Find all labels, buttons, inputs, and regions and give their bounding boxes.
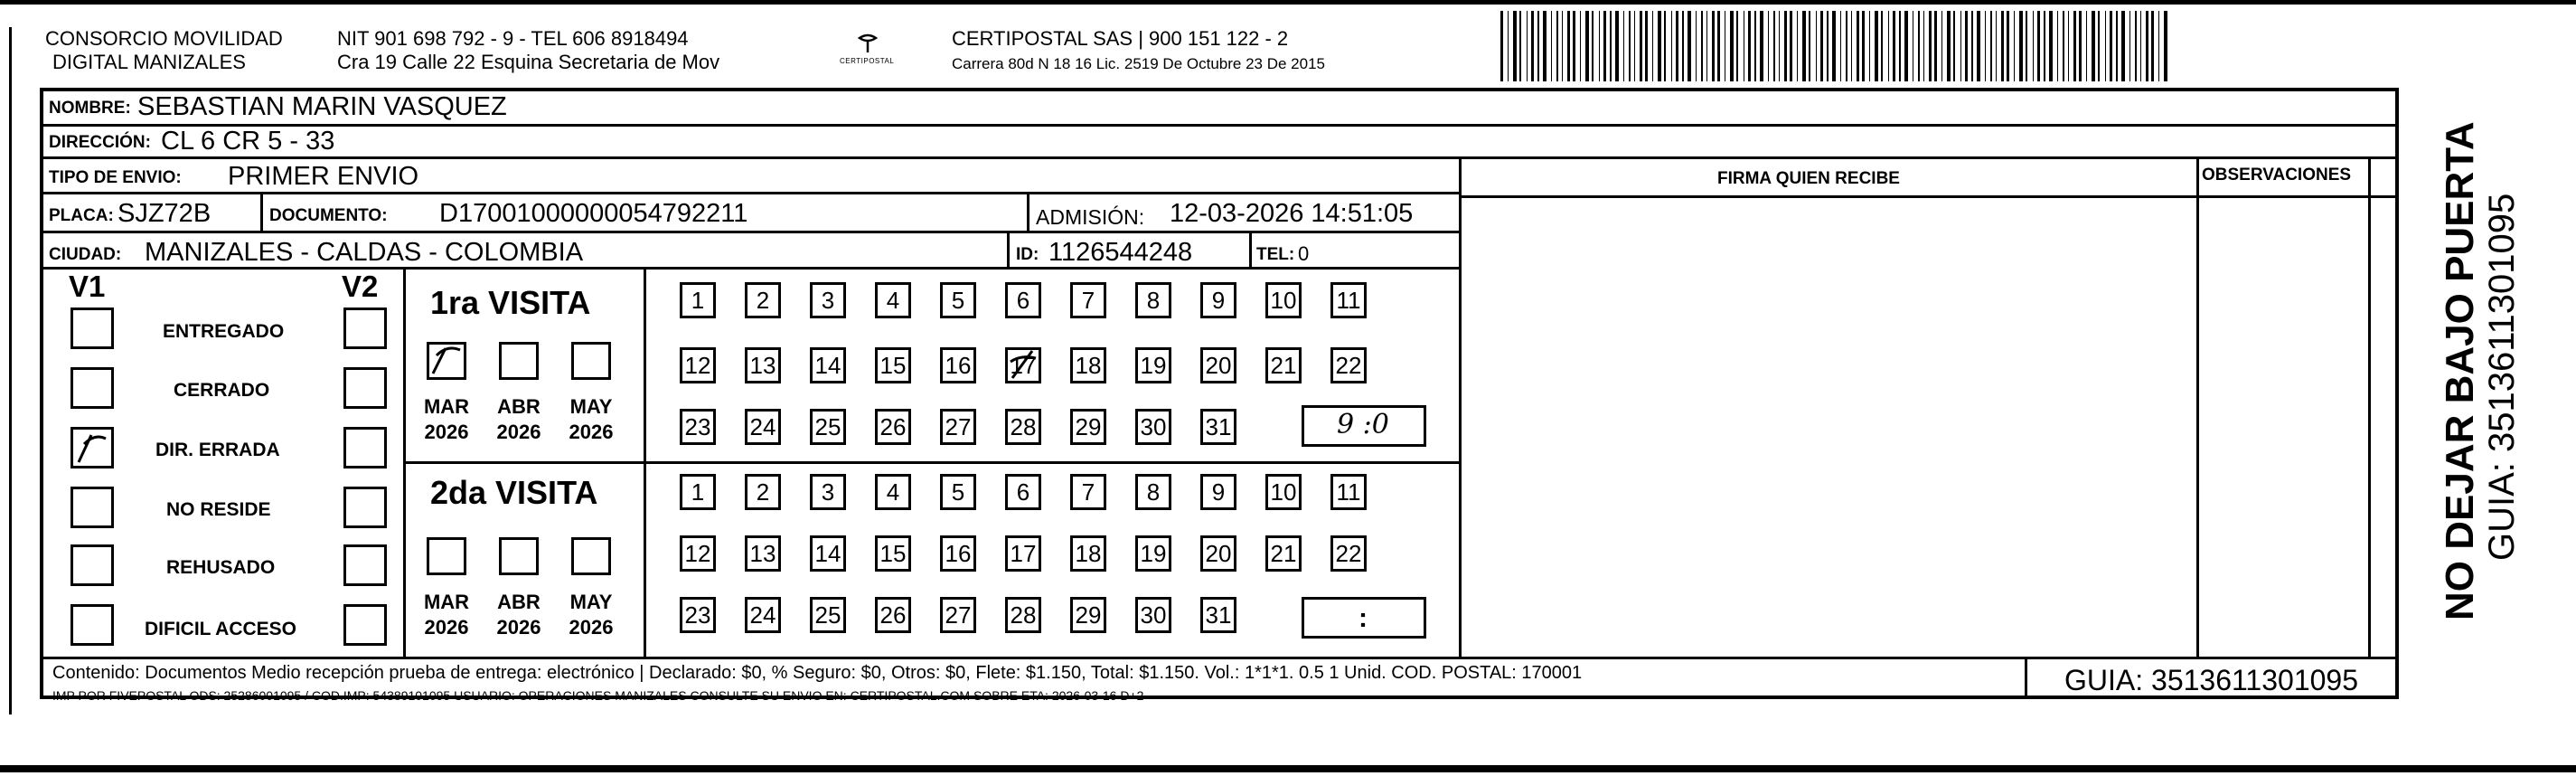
status-cerrado-label: CERRADO — [174, 380, 270, 401]
second-visit-day-10[interactable]: 10 — [1265, 474, 1302, 510]
status-no-reside-label: NO RESIDE — [166, 499, 271, 520]
second-visit-day-16[interactable]: 16 — [940, 535, 976, 572]
first-visit-month-mar-checkbox[interactable] — [427, 342, 466, 380]
second-visit-day-4[interactable]: 4 — [875, 474, 911, 510]
carrier-name: CERTIPOSTAL SAS | 900 151 122 - 2 — [952, 27, 1289, 50]
second-visit-day-6[interactable]: 6 — [1005, 474, 1041, 510]
col-line — [1459, 159, 1462, 657]
second-visit-day-23[interactable]: 23 — [680, 597, 716, 633]
first-visit-day-23[interactable]: 23 — [680, 409, 716, 445]
second-visit-day-26[interactable]: 26 — [875, 597, 911, 633]
second-visit-day-9[interactable]: 9 — [1200, 474, 1236, 510]
first-visit-day-6[interactable]: 6 — [1005, 282, 1041, 318]
second-visit-day-15[interactable]: 15 — [875, 535, 911, 572]
first-visit-month-may-checkbox[interactable] — [571, 342, 611, 380]
month-year: 2026 — [424, 420, 469, 443]
month-name: MAR — [423, 591, 470, 613]
first-visit-label: 1ra VISITA — [430, 284, 591, 321]
footer-top-line — [40, 657, 2399, 659]
v2-checkbox-dir-errada[interactable] — [343, 427, 387, 468]
v1-checkbox-rehusado[interactable] — [71, 544, 114, 586]
nombre-value: SEBASTIAN MARIN VASQUEZ — [137, 92, 507, 121]
second-visit-day-31[interactable]: 31 — [1200, 597, 1236, 633]
first-visit-day-13[interactable]: 13 — [745, 347, 781, 383]
second-visit-day-12[interactable]: 12 — [680, 535, 716, 572]
bottom-edge-line — [0, 765, 2576, 772]
second-visit-day-22[interactable]: 22 — [1330, 535, 1367, 572]
v2-checkbox-cerrado[interactable] — [343, 367, 387, 409]
col-line — [1027, 194, 1029, 231]
month-year: 2026 — [496, 420, 541, 443]
second-visit-day-3[interactable]: 3 — [810, 474, 846, 510]
tel-label: TEL: — [1256, 245, 1295, 264]
second-visit-day-2[interactable]: 2 — [745, 474, 781, 510]
first-visit-day-1[interactable]: 1 — [680, 282, 716, 318]
documento-label: DOCUMENTO: — [269, 206, 388, 225]
second-visit-day-17[interactable]: 17 — [1005, 535, 1041, 572]
tel-value: 0 — [1298, 242, 1310, 265]
month-name: ABR — [497, 395, 541, 418]
first-visit-day-22[interactable]: 22 — [1330, 347, 1367, 383]
second-visit-month-may — [564, 590, 618, 639]
id-value: 1126544248 — [1048, 238, 1193, 267]
second-visit-day-13[interactable]: 13 — [745, 535, 781, 572]
firma-label: FIRMA QUIEN RECIBE — [1717, 169, 1900, 188]
col-line — [1007, 233, 1010, 267]
id-label: ID: — [1016, 245, 1039, 264]
v1-checkbox-dir-errada[interactable] — [71, 427, 114, 468]
sender-name-line1: CONSORCIO MOVILIDAD — [45, 27, 283, 50]
second-visit-day-21[interactable]: 21 — [1265, 535, 1302, 572]
second-visit-day-20[interactable]: 20 — [1200, 535, 1236, 572]
first-visit-month-may — [564, 394, 618, 444]
row-line — [40, 156, 2399, 159]
v1-checkbox-dificil-acceso[interactable] — [71, 604, 114, 646]
second-visit-day-28[interactable]: 28 — [1005, 597, 1041, 633]
first-visit-day-31[interactable]: 31 — [1200, 409, 1236, 445]
second-visit-month-mar-checkbox[interactable] — [427, 537, 466, 575]
barcode — [1500, 11, 2169, 81]
sender-name-line2: DIGITAL MANIZALES — [52, 51, 246, 73]
first-visit-day-14[interactable]: 14 — [810, 347, 846, 383]
second-visit-day-1[interactable]: 1 — [680, 474, 716, 510]
second-visit-day-27[interactable]: 27 — [940, 597, 976, 633]
first-visit-day-8[interactable]: 8 — [1135, 282, 1171, 318]
first-visit-day-30[interactable]: 30 — [1135, 409, 1171, 445]
v1-checkbox-entregado[interactable] — [71, 308, 114, 349]
status-rehusado-label: REHUSADO — [166, 557, 276, 578]
v1-checkbox-cerrado[interactable] — [71, 367, 114, 409]
month-year: 2026 — [424, 615, 469, 639]
v2-checkbox-dificil-acceso[interactable] — [343, 604, 387, 646]
first-visit-day-7[interactable]: 7 — [1070, 282, 1106, 318]
first-visit-day-21[interactable]: 21 — [1265, 347, 1302, 383]
handwritten-strike-icon — [1005, 347, 1041, 383]
second-visit-label: 2da VISITA — [430, 474, 598, 511]
sender-address: Cra 19 Calle 22 Esquina Secretaria de Mov — [337, 51, 720, 73]
first-visit-time-handwritten: 9 :0 — [1337, 409, 1389, 440]
first-visit-month-abr — [492, 394, 546, 444]
top-edge-line — [0, 0, 2576, 5]
second-visit-day-18[interactable]: 18 — [1070, 535, 1106, 572]
month-name: ABR — [497, 591, 541, 613]
second-visit-day-11[interactable]: 11 — [1330, 474, 1367, 510]
v1-label: V1 — [69, 270, 106, 303]
footer-contenido: Contenido: Documentos Medio recepción prueba de entrega: electrónico | Declarado: $0, % Seguro: $0, Otros: $0, Flete: $1.150, Total: $1.150. Vol.: 1*1*1. 0.5 1 Unid. COD. POSTAL: 170001 — [52, 663, 1583, 683]
col-line — [2196, 159, 2199, 657]
first-visit-day-26[interactable]: 26 — [875, 409, 911, 445]
v1-checkbox-no-reside[interactable] — [71, 487, 114, 528]
observaciones-label: OBSERVACIONES — [2202, 166, 2352, 185]
month-name: MAY — [569, 591, 613, 613]
v2-checkbox-entregado[interactable] — [343, 308, 387, 349]
nombre-label: NOMBRE: — [49, 99, 131, 118]
handwritten-check-mark-icon — [71, 428, 113, 468]
second-visit-month-abr — [492, 590, 546, 639]
direccion-label: DIRECCIÓN: — [49, 133, 151, 152]
status-entregado-label: ENTREGADO — [163, 321, 285, 342]
month-year: 2026 — [569, 420, 614, 443]
sender-nit: NIT 901 698 792 - 9 - TEL 606 8918494 — [337, 27, 689, 50]
second-visit-day-24[interactable]: 24 — [745, 597, 781, 633]
v2-checkbox-no-reside[interactable] — [343, 487, 387, 528]
placa-label: PLACA: — [49, 206, 114, 225]
first-visit-month-abr-checkbox[interactable] — [499, 342, 539, 380]
footer-imp: IMP POR FIVEPOSTAL ODS: 25286001095 / COD.IMP: 54389101095 USUARIO: OPERACIONES MANIZALES CONSULTE SU ENVIO EN: CERTIPOSTAL.COM SOBRE ETA: 2026-03-16 D+2 — [52, 688, 1144, 703]
first-visit-day-27[interactable]: 27 — [940, 409, 976, 445]
row-line — [40, 124, 2399, 127]
row-line — [40, 192, 1459, 194]
first-visit-day-10[interactable]: 10 — [1265, 282, 1302, 318]
second-visit-month-abr-checkbox[interactable] — [499, 537, 539, 575]
first-visit-day-29[interactable]: 29 — [1070, 409, 1106, 445]
handwritten-check-mark-icon — [428, 343, 465, 379]
direccion-value: CL 6 CR 5 - 33 — [161, 127, 335, 156]
v2-checkbox-rehusado[interactable] — [343, 544, 387, 586]
admision-value: 12-03-2026 14:51:05 — [1170, 199, 1414, 228]
row-line — [40, 231, 1459, 233]
first-visit-day-25[interactable]: 25 — [810, 409, 846, 445]
second-visit-day-14[interactable]: 14 — [810, 535, 846, 572]
month-name: MAR — [423, 395, 470, 418]
first-visit-time-box[interactable] — [1302, 405, 1426, 447]
second-visit-day-29[interactable]: 29 — [1070, 597, 1106, 633]
v2-label: V2 — [342, 270, 379, 303]
col-line — [2368, 159, 2371, 657]
second-visit-time-box[interactable] — [1302, 597, 1426, 639]
admision-label: ADMISIÓN: — [1036, 205, 1145, 229]
placa-value: SJZ72B — [118, 199, 212, 228]
first-visit-day-11[interactable]: 11 — [1330, 282, 1367, 318]
first-visit-day-3[interactable]: 3 — [810, 282, 846, 318]
col-line — [2025, 659, 2027, 699]
no-dejar-bajo-puerta: NO DEJAR BAJO PUERTA — [2438, 121, 2482, 620]
first-visit-day-12[interactable]: 12 — [680, 347, 716, 383]
first-visit-day-2[interactable]: 2 — [745, 282, 781, 318]
second-visit-time-separator: : — [1359, 603, 1368, 633]
ciudad-value: MANIZALES - CALDAS - COLOMBIA — [145, 238, 584, 267]
signature-header-line — [1459, 195, 2399, 198]
second-visit-day-7[interactable]: 7 — [1070, 474, 1106, 510]
first-visit-day-5[interactable]: 5 — [940, 282, 976, 318]
ciudad-label: CIUDAD: — [49, 245, 122, 264]
second-visit-day-8[interactable]: 8 — [1135, 474, 1171, 510]
first-visit-day-4[interactable]: 4 — [875, 282, 911, 318]
month-name: MAY — [569, 395, 613, 418]
second-visit-month-mar — [419, 590, 474, 639]
second-visit-day-5[interactable]: 5 — [940, 474, 976, 510]
certipostal-logo-icon — [836, 31, 899, 72]
left-edge-mark — [9, 27, 12, 714]
first-visit-day-20[interactable]: 20 — [1200, 347, 1236, 383]
status-dir-errada-label: DIR. ERRADA — [155, 440, 280, 460]
col-line — [1249, 233, 1252, 267]
first-visit-day-28[interactable]: 28 — [1005, 409, 1041, 445]
row-line — [40, 267, 1459, 270]
tipo-envio-value: PRIMER ENVIO — [228, 162, 419, 191]
second-visit-day-19[interactable]: 19 — [1135, 535, 1171, 572]
first-visit-month-mar — [419, 394, 474, 444]
visit-divider-line — [403, 461, 1459, 464]
second-visit-day-25[interactable]: 25 — [810, 597, 846, 633]
side-guia: GUIA: 3513611301095 — [2482, 193, 2522, 561]
month-year: 2026 — [496, 615, 541, 639]
first-visit-day-18[interactable]: 18 — [1070, 347, 1106, 383]
first-visit-day-15[interactable]: 15 — [875, 347, 911, 383]
month-year: 2026 — [569, 615, 614, 639]
certipostal-logo-text: CERTIPOSTAL — [840, 57, 895, 65]
first-visit-day-19[interactable]: 19 — [1135, 347, 1171, 383]
first-visit-day-17[interactable]: 17 — [1005, 347, 1041, 383]
col-line — [260, 194, 263, 231]
footer-guia: GUIA: 3513611301095 — [2064, 664, 2358, 696]
first-visit-day-16[interactable]: 16 — [940, 347, 976, 383]
tipo-envio-label: TIPO DE ENVIO: — [49, 168, 182, 187]
first-visit-day-24[interactable]: 24 — [745, 409, 781, 445]
second-visit-day-30[interactable]: 30 — [1135, 597, 1171, 633]
carrier-address: Carrera 80d N 18 16 Lic. 2519 De Octubre 23 De 2015 — [952, 55, 1325, 72]
second-visit-month-may-checkbox[interactable] — [571, 537, 611, 575]
first-visit-day-9[interactable]: 9 — [1200, 282, 1236, 318]
status-dificil-acceso-label: DIFICIL ACCESO — [145, 619, 297, 639]
documento-value: D17001000000054792211 — [439, 199, 748, 228]
